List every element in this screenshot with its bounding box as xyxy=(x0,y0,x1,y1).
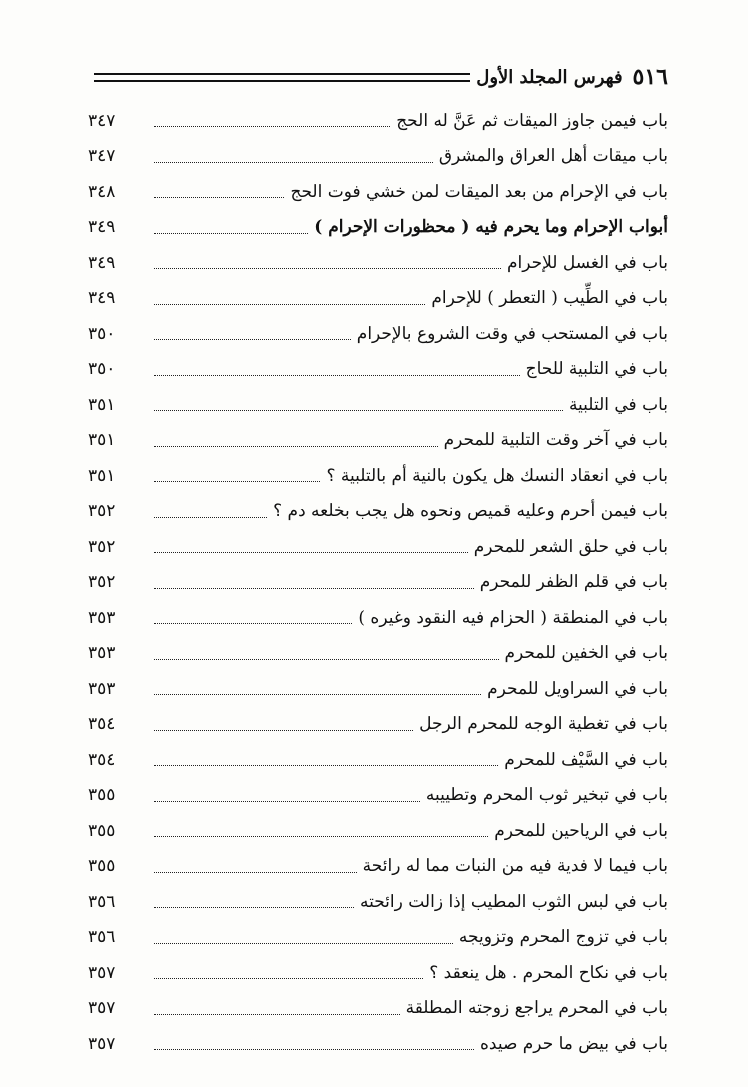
toc-entry xyxy=(88,778,668,814)
toc-entry xyxy=(88,742,668,778)
dot-leader xyxy=(154,552,468,553)
dot-leader xyxy=(154,872,357,873)
toc-entry-title: باب في حلق الشعر للمحرم xyxy=(473,536,668,557)
dot-leader xyxy=(154,659,499,660)
dot-leader xyxy=(154,623,352,624)
toc-entry-title: باب في تزوج المحرم وتزويجه xyxy=(458,927,668,948)
toc-entry-title: باب في تبخير ثوب المحرم وتطييبه xyxy=(425,785,668,806)
toc-entry-title: باب في قلم الظفر للمحرم xyxy=(479,572,668,593)
toc-entry-page: ٣٥٣ xyxy=(88,643,116,664)
toc-entry xyxy=(88,707,668,743)
toc-entry-page: ٣٤٩ xyxy=(88,252,116,273)
toc-entry xyxy=(88,352,668,388)
toc-entry-page: ٣٥١ xyxy=(88,430,116,451)
dot-leader xyxy=(154,339,351,340)
toc-entry-title: باب فيما لا فدية فيه من النبات مما له رائحة xyxy=(362,856,668,877)
toc-entry-page: ٣٥٣ xyxy=(88,607,116,628)
toc-entry-title: باب في المحرم يراجع زوجته المطلقة xyxy=(405,998,668,1019)
dot-leader xyxy=(154,836,488,837)
toc-entry xyxy=(88,423,668,459)
toc-entry-page: ٣٥٥ xyxy=(88,856,116,877)
toc-entry xyxy=(88,103,668,139)
page-header xyxy=(88,62,668,92)
toc-entry-title: باب في الخفين للمحرم xyxy=(504,643,668,664)
page-number: ٥١٦ xyxy=(632,64,668,90)
toc-entry-page: ٣٥٢ xyxy=(88,501,116,522)
toc-entry-page: ٣٥٥ xyxy=(88,785,116,806)
toc-entry-page: ٣٥٧ xyxy=(88,998,116,1019)
toc-entry-title: أبواب الإحرام وما يحرم فيه ( محظورات الإحرام ) xyxy=(314,217,668,238)
toc-entry xyxy=(88,139,668,175)
toc-entry-title: باب في السَّيْف للمحرم xyxy=(504,749,668,770)
dot-leader xyxy=(154,197,284,198)
toc-entry-title: باب في الغسل للإحرام xyxy=(506,252,668,273)
toc-entry-page: ٣٤٩ xyxy=(88,217,116,238)
toc-entry xyxy=(88,494,668,530)
toc-entry xyxy=(88,174,668,210)
toc-entry xyxy=(88,636,668,672)
toc-entry xyxy=(88,529,668,565)
dot-leader xyxy=(154,978,423,979)
toc-entry-page: ٣٥٢ xyxy=(88,572,116,593)
toc-entry-title: باب في بيض ما حرم صيده xyxy=(479,1033,668,1054)
toc-entry-page: ٣٥١ xyxy=(88,394,116,415)
dot-leader xyxy=(154,268,501,269)
dot-leader xyxy=(154,907,354,908)
toc-entry-title: باب في لبس الثوب المطيب إذا زالت رائحته xyxy=(359,891,668,912)
toc-entry-title: باب في الرياحين للمحرم xyxy=(494,820,668,841)
dot-leader xyxy=(154,588,474,589)
toc-entry xyxy=(88,458,668,494)
toc-entry-title: باب في آخر وقت التلبية للمحرم xyxy=(443,430,668,451)
toc-entry xyxy=(88,281,668,317)
toc-entry-page: ٣٤٧ xyxy=(88,146,116,167)
toc-entry-page: ٣٤٧ xyxy=(88,110,116,131)
toc-entry xyxy=(88,920,668,956)
toc-section-heading xyxy=(88,210,668,246)
toc-entry-page: ٣٥٧ xyxy=(88,1033,116,1054)
dot-leader xyxy=(154,1049,474,1050)
toc-entry-page: ٣٥٦ xyxy=(88,927,116,948)
header-title: فهرس المجلد الأول xyxy=(476,66,623,88)
toc-entry xyxy=(88,1026,668,1062)
table-of-contents xyxy=(88,103,668,1062)
dot-leader xyxy=(154,375,520,376)
header-rule xyxy=(94,73,470,82)
toc-entry xyxy=(88,565,668,601)
toc-entry-title: باب ميقات أهل العراق والمشرق xyxy=(438,146,668,167)
toc-entry xyxy=(88,316,668,352)
toc-entry-title: باب في الإحرام من بعد الميقات لمن خشي فوت الحج xyxy=(290,181,668,202)
toc-entry xyxy=(88,813,668,849)
toc-entry-title: باب في المنطقة ( الحزام فيه النقود وغيره ) xyxy=(358,607,668,628)
dot-leader xyxy=(154,517,267,518)
dot-leader xyxy=(154,694,481,695)
toc-entry-page: ٣٥٤ xyxy=(88,749,116,770)
toc-entry-title: باب فيمن أحرم وعليه قميص ونحوه هل يجب بخلعه دم ؟ xyxy=(273,501,668,522)
toc-entry xyxy=(88,849,668,885)
toc-entry-page: ٣٥٢ xyxy=(88,536,116,557)
dot-leader xyxy=(154,481,320,482)
toc-entry-page: ٣٥٦ xyxy=(88,891,116,912)
dot-leader xyxy=(154,162,433,163)
toc-entry-title: باب في المستحب في وقت الشروع بالإحرام xyxy=(356,323,668,344)
toc-entry-page: ٣٥٥ xyxy=(88,820,116,841)
dot-leader xyxy=(154,765,498,766)
dot-leader xyxy=(154,126,390,127)
toc-entry-title: باب فيمن جاوز الميقات ثم عَنَّ له الحج xyxy=(396,110,668,131)
dot-leader xyxy=(154,410,563,411)
toc-entry-title: باب في نكاح المحرم . هل ينعقد ؟ xyxy=(429,962,668,983)
toc-entry-title: باب في السراويل للمحرم xyxy=(487,678,668,699)
toc-entry xyxy=(88,245,668,281)
toc-entry xyxy=(88,991,668,1027)
dot-leader xyxy=(154,304,425,305)
toc-entry-title: باب في انعقاد النسك هل يكون بالنية أم بالتلبية ؟ xyxy=(326,465,668,486)
toc-entry-page: ٣٥٧ xyxy=(88,962,116,983)
toc-entry-page: ٣٤٩ xyxy=(88,288,116,309)
toc-entry-page: ٣٥٤ xyxy=(88,714,116,735)
dot-leader xyxy=(154,446,438,447)
toc-entry-title: باب في الطِّيب ( التعطر ) للإحرام xyxy=(431,288,668,309)
toc-entry xyxy=(88,955,668,991)
dot-leader xyxy=(154,943,453,944)
toc-entry xyxy=(88,387,668,423)
dot-leader xyxy=(154,730,413,731)
dot-leader xyxy=(154,233,308,234)
dot-leader xyxy=(154,801,420,802)
toc-entry-page: ٣٥١ xyxy=(88,465,116,486)
toc-entry xyxy=(88,884,668,920)
dot-leader xyxy=(154,1014,400,1015)
toc-entry-title: باب في التلبية xyxy=(568,394,668,415)
toc-entry-page: ٣٥٠ xyxy=(88,359,116,380)
toc-entry-title: باب في التلبية للحاج xyxy=(525,359,668,380)
toc-entry-title: باب في تغطية الوجه للمحرم الرجل xyxy=(419,714,668,735)
toc-entry-page: ٣٤٨ xyxy=(88,181,116,202)
toc-entry-page: ٣٥٣ xyxy=(88,678,116,699)
toc-entry xyxy=(88,600,668,636)
toc-entry xyxy=(88,671,668,707)
toc-entry-page: ٣٥٠ xyxy=(88,323,116,344)
